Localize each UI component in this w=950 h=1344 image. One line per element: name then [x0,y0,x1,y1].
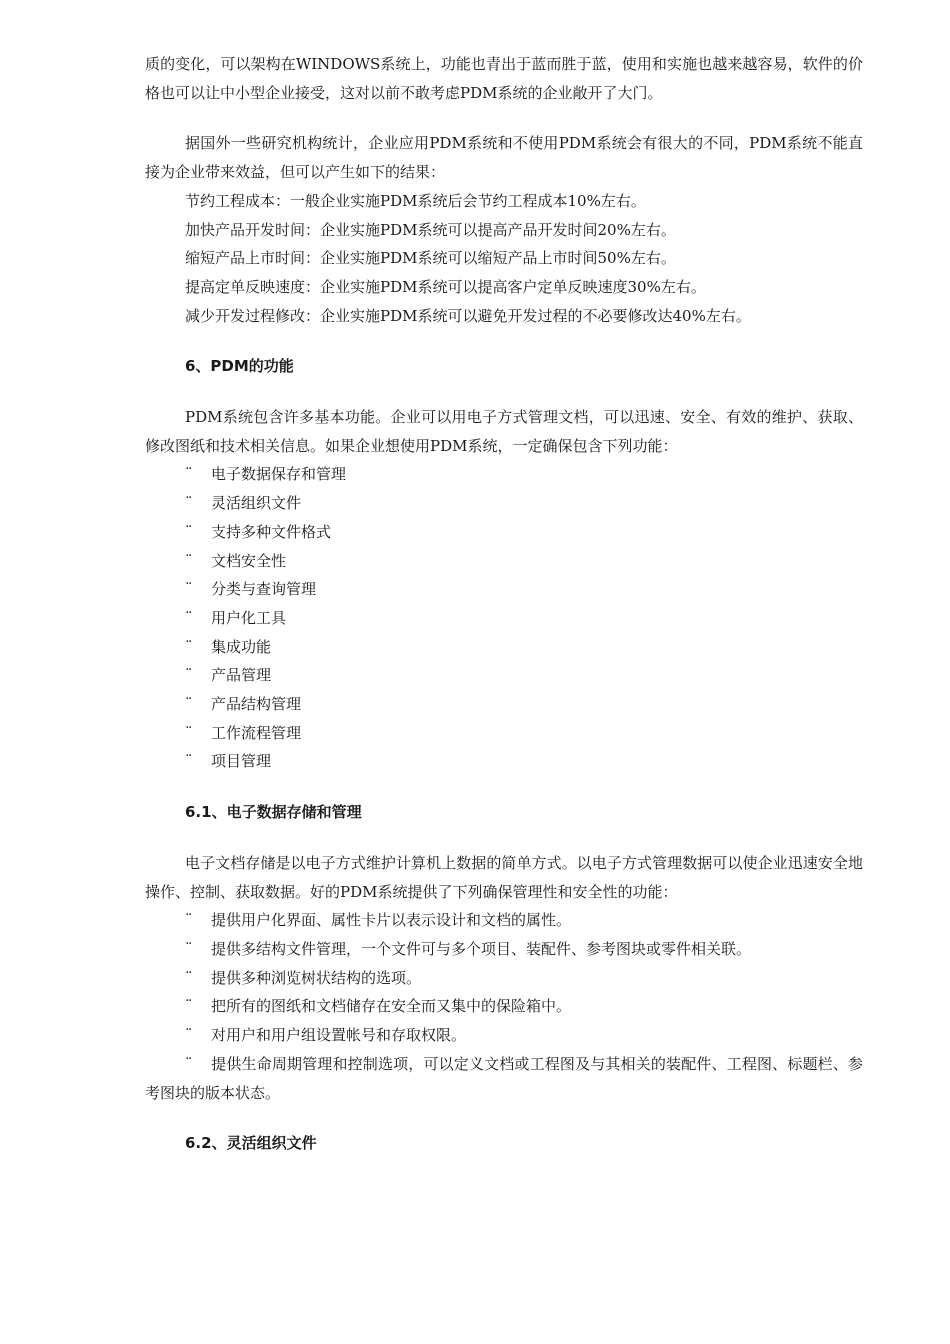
list-item [145,719,863,748]
bullet-icon: ¨ [185,695,193,714]
storage-feature-list [145,906,863,1107]
bullet-icon: ¨ [185,637,193,656]
spacer [145,827,863,849]
bullet-icon: ¨ [185,911,193,930]
list-item [145,747,863,776]
stats-item: 加快产品开发时间：企业实施PDM系统可以提高产品开发时间20%左右。 [185,220,676,239]
section-6-2-heading: 6.2、灵活组织文件 [185,1134,317,1153]
list-item [145,547,863,576]
list-item-text: 用户化工具 [211,608,287,627]
list-item [145,489,863,518]
spacer [145,776,863,798]
bullet-icon: ¨ [185,551,193,570]
bullet-icon: ¨ [185,1026,193,1045]
stats-lead-paragraph: 据国外一些研究机构统计，企业应用PDM系统和不使用PDM系统会有很大的不同，PDM系统不能直接为企业带来效益，但可以产生如下的结果： [145,134,863,182]
list-item [145,604,863,633]
list-item-text: 分类与查询管理 [211,580,317,599]
spacer [145,1107,863,1129]
list-item [145,633,863,662]
bullet-icon: ¨ [185,608,193,627]
stats-item: 减少开发过程修改：企业实施PDM系统可以避免开发过程的不必要修改达40%左右。 [185,306,751,325]
list-item-text: 文档安全性 [211,551,287,570]
list-item-text: 提供生命周期管理和控制选项，可以定义文档或工程图及与其相关的装配件、工程图、标题栏、参考图块的版本状态。 [145,1054,863,1102]
section-6-1-lead-paragraph: 电子文档存储是以电子方式维护计算机上数据的简单方式。以电子方式管理数据可以使企业迅速安全地操作、控制、获取数据。好的PDM系统提供了下列确保管理性和安全性的功能： [145,853,863,901]
document-page [145,50,863,1158]
list-item-text: 产品结构管理 [211,695,302,714]
list-item-text: 项目管理 [211,752,272,771]
list-item-text: 集成功能 [211,637,272,656]
list-item [145,935,863,964]
function-list [145,460,863,776]
list-item-text: 提供多结构文件管理，一个文件可与多个项目、装配件、参考图块或零件相关联。 [211,939,752,958]
bullet-icon: ¨ [185,1054,193,1073]
list-item-text: 提供多种浏览树状结构的选项。 [211,968,422,987]
section-6-1-heading: 6.1、电子数据存储和管理 [185,803,362,822]
list-item [145,575,863,604]
list-item [145,690,863,719]
list-item-text: 电子数据保存和管理 [211,465,347,484]
list-item [145,1050,863,1107]
bullet-icon: ¨ [185,465,193,484]
bullet-icon: ¨ [185,752,193,771]
list-item [145,906,863,935]
stats-item: 节约工程成本：一般企业实施PDM系统后会节约工程成本10%左右。 [185,191,646,210]
list-item [145,661,863,690]
spacer [145,107,863,129]
list-item [145,964,863,993]
list-item-text: 支持多种文件格式 [211,522,332,541]
list-item-text: 灵活组织文件 [211,494,302,513]
bullet-icon: ¨ [185,939,193,958]
list-item-text: 产品管理 [211,666,272,685]
list-item-text: 把所有的图纸和文档储存在安全而又集中的保险箱中。 [211,997,572,1016]
spacer [145,381,863,403]
list-item [145,1021,863,1050]
bullet-icon: ¨ [185,522,193,541]
list-item [145,518,863,547]
section-6-lead-paragraph: PDM系统包含许多基本功能。企业可以用电子方式管理文档，可以迅速、安全、有效的维护、获取、修改图纸和技术相关信息。如果企业想使用PDM系统，一定确保包含下列功能： [145,408,863,455]
section-6-heading: 6、PDM的功能 [185,357,294,376]
spacer [145,330,863,352]
list-item [145,460,863,489]
bullet-icon: ¨ [185,997,193,1016]
list-item-text: 提供用户化界面、属性卡片以表示设计和文档的属性。 [211,911,572,930]
stats-item: 提高定单反映速度：企业实施PDM系统可以提高客户定单反映速度30%左右。 [185,277,706,296]
list-item-text: 对用户和用户组设置帐号和存取权限。 [211,1026,467,1045]
bullet-icon: ¨ [185,968,193,987]
list-item [145,992,863,1021]
bullet-icon: ¨ [185,666,193,685]
bullet-icon: ¨ [185,494,193,513]
list-item-text: 工作流程管理 [211,723,302,742]
bullet-icon: ¨ [185,723,193,742]
intro-paragraph: 质的变化，可以架构在WINDOWS系统上，功能也青出于蓝而胜于蓝，使用和实施也越来越容易，软件的价格也可以让中小型企业接受，这对以前不敢考虑PDM系统的企业敞开了大门。 [145,55,863,102]
bullet-icon: ¨ [185,580,193,599]
stats-item: 缩短产品上市时间：企业实施PDM系统可以缩短产品上市时间50%左右。 [185,249,676,268]
